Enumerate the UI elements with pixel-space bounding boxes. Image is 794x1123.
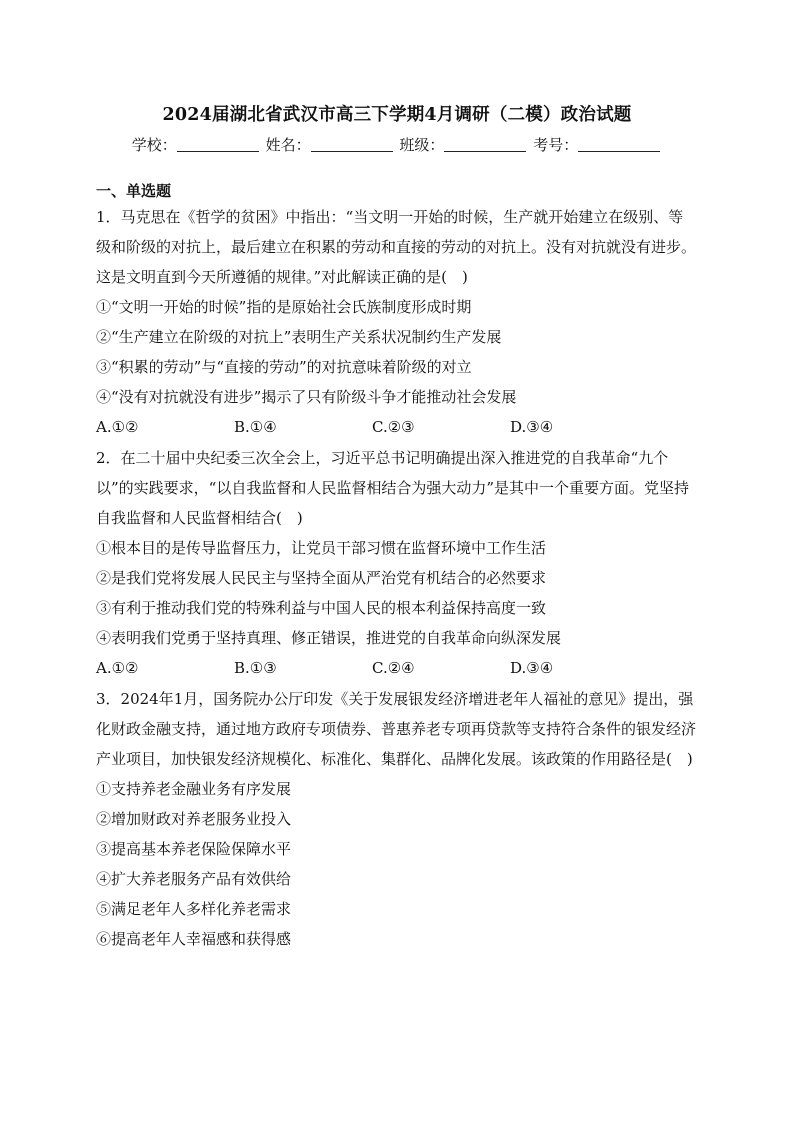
question-option: ③“积累的劳动”与“直接的劳动”的对抗意味着阶级的对立 <box>96 358 472 376</box>
question-option: ②是我们党将发展人民民主与坚持全面从严治党有机结合的必然要求 <box>96 569 547 587</box>
question-option: ④“没有对抗就没有进步”揭示了只有阶级斗争才能推动社会发展 <box>96 388 517 406</box>
choice-d[interactable]: D.③④ <box>510 659 554 677</box>
choice-a[interactable]: A.①② <box>96 418 139 436</box>
question-option: ⑤满足老年人多样化养老需求 <box>96 900 292 918</box>
question-2 <box>96 443 696 684</box>
choice-c[interactable]: C.②④ <box>372 659 415 677</box>
exam-number-label: 考号： <box>533 136 579 154</box>
school-blank[interactable] <box>177 136 259 152</box>
question-option: ⑥提高老年人幸福感和获得感 <box>96 930 292 948</box>
question-1 <box>96 202 696 443</box>
question-option: ②“生产建立在阶级的对抗上”表明生产关系状况制约生产发展 <box>96 328 502 346</box>
question-option: ①根本目的是传导监督压力，让党员干部习惯在监督环境中工作生活 <box>96 539 547 557</box>
answer-choices <box>96 653 696 684</box>
questions <box>96 202 696 954</box>
exam-number-blank[interactable] <box>578 136 660 152</box>
choice-d[interactable]: D.③④ <box>510 418 554 436</box>
question-option: ②增加财政对养老服务业投入 <box>96 810 292 828</box>
exam-title: 2024届湖北省武汉市高三下学期4月调研（二模）政治试题 <box>162 105 632 125</box>
question-option: ①“文明一开始的时候”指的是原始社会氏族制度形成时期 <box>96 298 472 316</box>
question-option: ③有利于推动我们党的特殊利益与中国人民的根本利益保持高度一致 <box>96 599 547 617</box>
choice-b[interactable]: B.①④ <box>234 418 277 436</box>
question-option: ④扩大养老服务产品有效供给 <box>96 870 292 888</box>
class-label: 班级： <box>399 136 445 154</box>
question-stem: 2．在二十届中央纪委三次全会上，习近平总书记明确提出深入推进党的自我革命“九个以”的实践要求，“以自我监督和人民监督相结合为强大动力”是其中一个重要方面。党坚持自我监督和人民监督相结合( ) <box>96 449 690 527</box>
question-option: ④表明我们党勇于坚持真理、修正错误，推进党的自我革命向纵深发展 <box>96 629 562 647</box>
question-option: ③提高基本养老保险保障水平 <box>96 840 292 858</box>
question-option: ①支持养老金融业务有序发展 <box>96 780 292 798</box>
question-stem: 1．马克思在《哲学的贫困》中指出：“当文明一开始的时候，生产就开始建立在级别、等级和阶级的对抗上，最后建立在积累的劳动和直接的劳动的对抗上。没有对抗就没有进步。这是文明直到今天所遵循的规律。”对此解读正确的是( ) <box>96 208 697 286</box>
name-blank[interactable] <box>311 136 393 152</box>
choice-a[interactable]: A.①② <box>96 659 139 677</box>
student-info-line <box>0 134 794 156</box>
name-label: 姓名： <box>265 136 311 154</box>
school-label: 学校： <box>131 136 177 154</box>
question-stem: 3．2024年1月，国务院办公厅印发《关于发展银发经济增进老年人福祉的意见》提出，强化财政金融支持，通过地方政府专项债券、普惠养老专项再贷款等支持符合条件的银发经济产业项目，加快银发经济规模化、标准化、集群化、品牌化发展。该政策的作用路径是( ) <box>96 690 697 768</box>
choice-b[interactable]: B.①③ <box>234 659 277 677</box>
class-blank[interactable] <box>444 136 526 152</box>
question-3 <box>96 684 696 954</box>
answer-choices <box>96 412 696 443</box>
choice-c[interactable]: C.②③ <box>372 418 415 436</box>
section-heading: 一、单选题 <box>96 182 172 200</box>
